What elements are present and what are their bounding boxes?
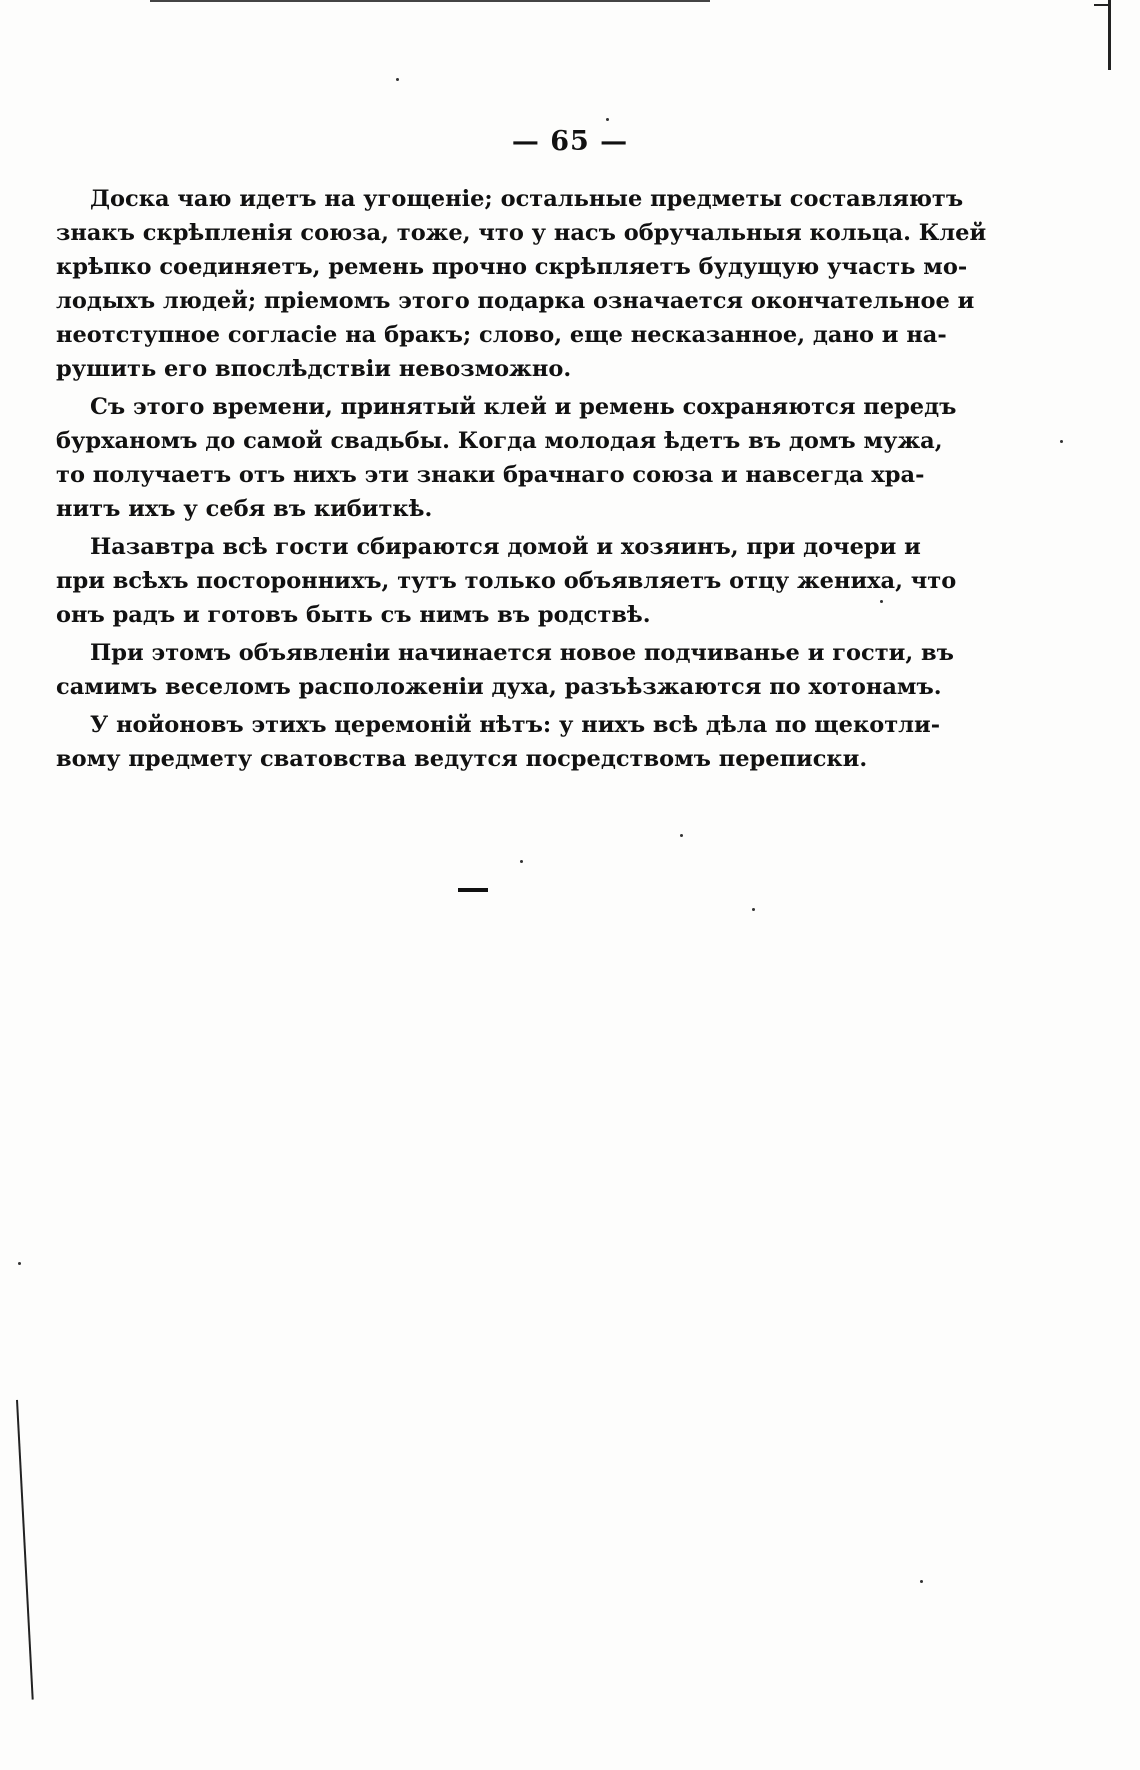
scan-edge-mark	[150, 0, 710, 2]
paragraph	[56, 390, 957, 526]
scan-edge-mark	[1094, 4, 1110, 6]
text-line: лодыхъ людей; пріемомъ этого подарка означается окончательное и	[56, 288, 975, 314]
scan-speck	[18, 1262, 21, 1265]
scan-speck	[920, 1580, 923, 1583]
paragraph	[56, 182, 987, 386]
page-number: — 65 —	[511, 126, 629, 157]
text-line: вому предмету сватовства ведутся посредствомъ переписки.	[56, 746, 868, 772]
scan-speck	[520, 860, 523, 863]
scan-speck	[680, 834, 683, 837]
scan-speck	[606, 118, 609, 121]
text-line: бурханомъ до самой свадьбы. Когда молодая ѣдетъ въ домъ мужа,	[56, 428, 943, 454]
text-line: то получаетъ отъ нихъ эти знаки брачнаго союза и навсегда хра-	[56, 462, 925, 488]
scan-edge-mark	[16, 1400, 34, 1700]
scan-speck	[1060, 440, 1063, 443]
text-line: Назавтра всѣ гости сбираются домой и хозяинъ, при дочери и	[90, 534, 921, 560]
scan-speck	[752, 908, 755, 911]
body-text	[56, 182, 987, 776]
scan-speck	[396, 78, 399, 81]
text-line: крѣпко соединяетъ, ремень прочно скрѣпляетъ будущую участь мо-	[56, 254, 968, 280]
text-line: У нойоновъ этихъ церемоній нѣтъ: у нихъ всѣ дѣла по щекотли-	[90, 712, 941, 738]
text-line: знакъ скрѣпленія союза, тоже, что у насъ обручальныя кольца. Клей	[56, 220, 987, 246]
text-line: Съ этого времени, принятый клей и ремень сохраняются передъ	[90, 394, 957, 420]
text-line: рушить его впослѣдствіи невозможно.	[56, 356, 572, 382]
text-line: при всѣхъ постороннихъ, тутъ только объявляетъ отцу жениха, что	[56, 568, 957, 594]
paragraph	[56, 636, 954, 704]
scan-edge-mark	[1108, 0, 1111, 70]
text-line: онъ радъ и готовъ быть съ нимъ въ родствѣ.	[56, 602, 651, 628]
scan-speck	[880, 600, 883, 603]
paragraph	[56, 708, 941, 776]
text-line: самимъ веселомъ расположеніи духа, разъѣзжаются по хотонамъ.	[56, 674, 942, 700]
text-line: неотступное согласіе на бракъ; слово, еще несказанное, дано и на-	[56, 322, 947, 348]
text-line: Доска чаю идетъ на угощеніе; остальные предметы составляютъ	[90, 186, 964, 212]
section-end-rule	[458, 888, 488, 892]
text-line: При этомъ объявленіи начинается новое подчиванье и гости, въ	[90, 640, 954, 666]
text-line: нитъ ихъ у себя въ кибиткѣ.	[56, 496, 433, 522]
paragraph	[56, 530, 957, 632]
